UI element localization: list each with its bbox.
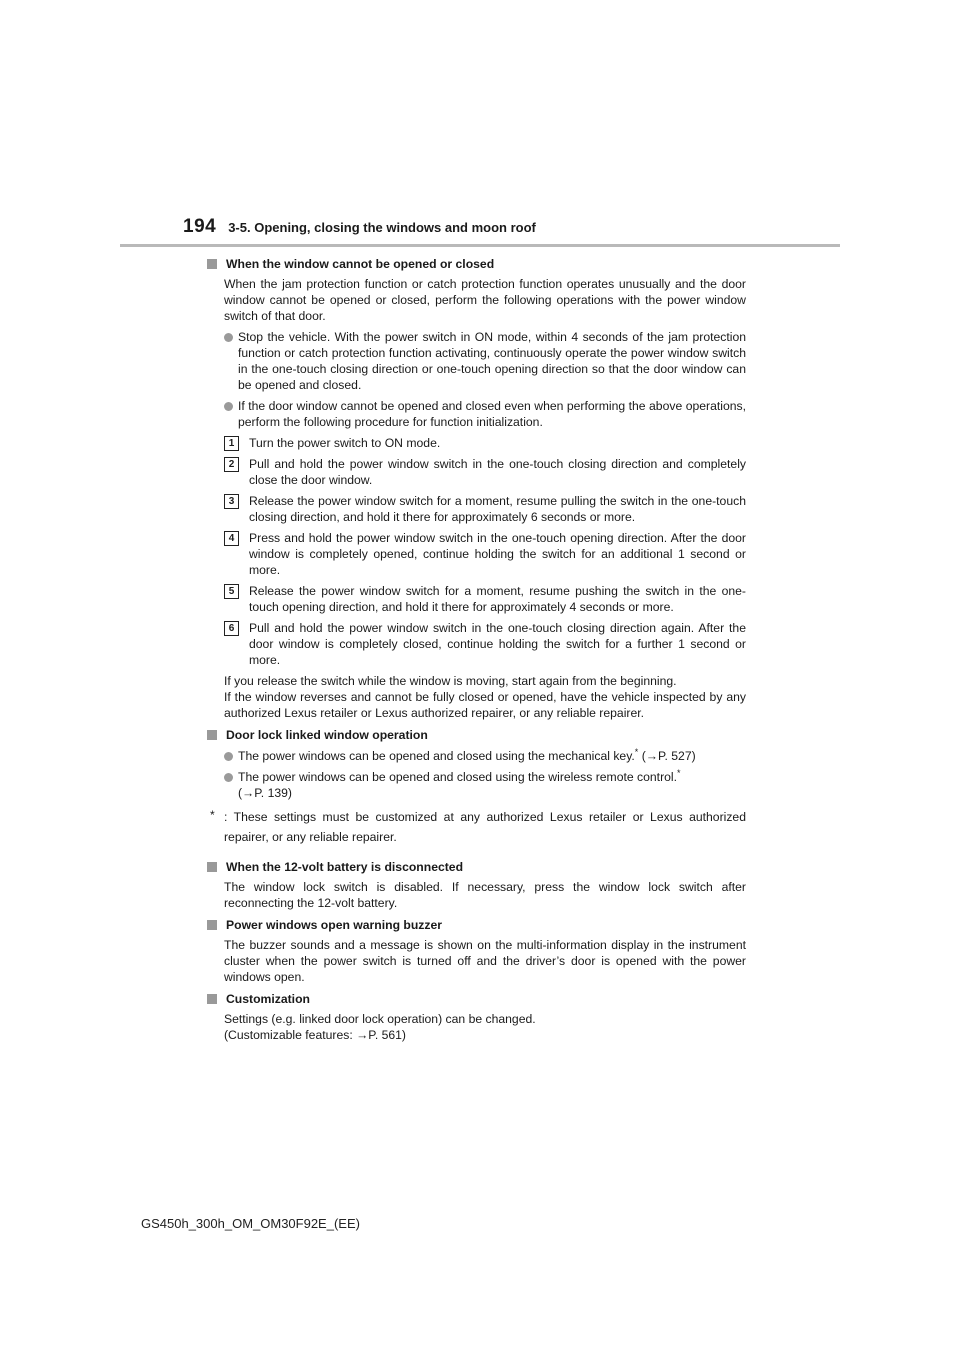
step-item: 4 Press and hold the power window switch in the one-touch opening direction. After the door window is completely opened, continue holding the switch for an additional 1 second or more. [224, 530, 746, 578]
paragraph: The buzzer sounds and a message is shown on the multi-information display in the instrument cluster when the power switch is turned off and the driver’s door is opened with the power windows open. [224, 938, 746, 984]
square-bullet-icon [207, 259, 217, 269]
step-number-badge: 6 [224, 621, 239, 636]
square-bullet-icon [207, 862, 217, 872]
step-number-badge: 2 [224, 457, 239, 472]
list-item: The power windows can be opened and closed using the wireless remote control.* (→P. 139) [224, 769, 746, 801]
section-heading-door-lock: Door lock linked window operation [210, 727, 746, 743]
square-bullet-icon [207, 730, 217, 740]
circle-bullet-icon [224, 402, 233, 411]
step-list [224, 435, 746, 668]
circle-bullet-icon [224, 773, 233, 782]
circle-bullet-icon [224, 333, 233, 342]
page-number: 194 [183, 216, 217, 237]
section-heading-buzzer: Power windows open warning buzzer [210, 917, 746, 933]
list-item: Stop the vehicle. With the power switch in ON mode, within 4 seconds of the jam protection function or catch protection function activating, continuously operate the power window switch in the one-touch closing direction or one-touch opening direction so that the door window can be opened and closed. [224, 329, 746, 393]
circle-bullet-icon [224, 752, 233, 761]
list-item: The power windows can be opened and closed using the mechanical key.* (→P. 527) [224, 748, 746, 764]
square-bullet-icon [207, 920, 217, 930]
step-number-badge: 5 [224, 584, 239, 599]
square-bullet-icon [207, 994, 217, 1004]
page-content [210, 256, 746, 1043]
section-title: 3-5. Opening, closing the windows and moon roof [228, 220, 536, 235]
list-item: If the door window cannot be opened and closed even when performing the above operations, perform the following procedure for function initialization. [224, 398, 746, 430]
header-divider [120, 244, 840, 247]
paragraph: If you release the switch while the window is moving, start again from the beginning. [224, 674, 677, 688]
step-number-badge: 4 [224, 531, 239, 546]
page-reference: (→P. 139) [238, 786, 292, 800]
paragraph: When the jam protection function or catch protection function operates unusually and the door window cannot be opened or closed, perform the following operations with the power window switch of that door. [224, 277, 746, 323]
section-heading-cannot-open: When the window cannot be opened or closed [210, 256, 746, 272]
asterisk-mark: * [677, 767, 681, 778]
page-header [183, 216, 536, 238]
step-number-badge: 3 [224, 494, 239, 509]
paragraph: If the window reverses and cannot be fully closed or opened, have the vehicle inspected by any authorized Lexus retailer or Lexus authorized repairer, or any reliable repairer. [224, 690, 746, 720]
step-number-badge: 1 [224, 436, 239, 451]
asterisk-mark: * [210, 808, 215, 822]
section-heading-customization: Customization [210, 991, 746, 1007]
footnote: * : These settings must be customized at any authorized Lexus retailer or Lexus authorized repairer, or any reliable repairer. [210, 807, 746, 847]
document-code: GS450h_300h_OM_OM30F92E_(EE) [141, 1216, 360, 1231]
paragraph: (Customizable features: →P. 561) [224, 1028, 406, 1042]
step-item: 3 Release the power window switch for a moment, resume pulling the switch in the one-touch closing direction, and hold it there for approximately 6 seconds or more. [224, 493, 746, 525]
step-item: 6 Pull and hold the power window switch in the one-touch closing direction again. After the door window is completely closed, continue holding the switch for a further 1 second or more. [224, 620, 746, 668]
step-item: 2 Pull and hold the power window switch in the one-touch closing direction and completely close the door window. [224, 456, 746, 488]
paragraph: The window lock switch is disabled. If necessary, press the window lock switch after reconnecting the 12-volt battery. [224, 880, 746, 910]
asterisk-mark: * [634, 746, 639, 757]
page-reference: (→P. 527) [641, 749, 696, 763]
paragraph: Settings (e.g. linked door lock operation) can be changed. [224, 1012, 536, 1026]
step-item: 1 Turn the power switch to ON mode. [224, 435, 746, 451]
step-item: 5 Release the power window switch for a moment, resume pushing the switch in the one-touch opening direction, and hold it there for approximately 4 seconds or more. [224, 583, 746, 615]
section-heading-battery: When the 12-volt battery is disconnected [210, 859, 746, 875]
